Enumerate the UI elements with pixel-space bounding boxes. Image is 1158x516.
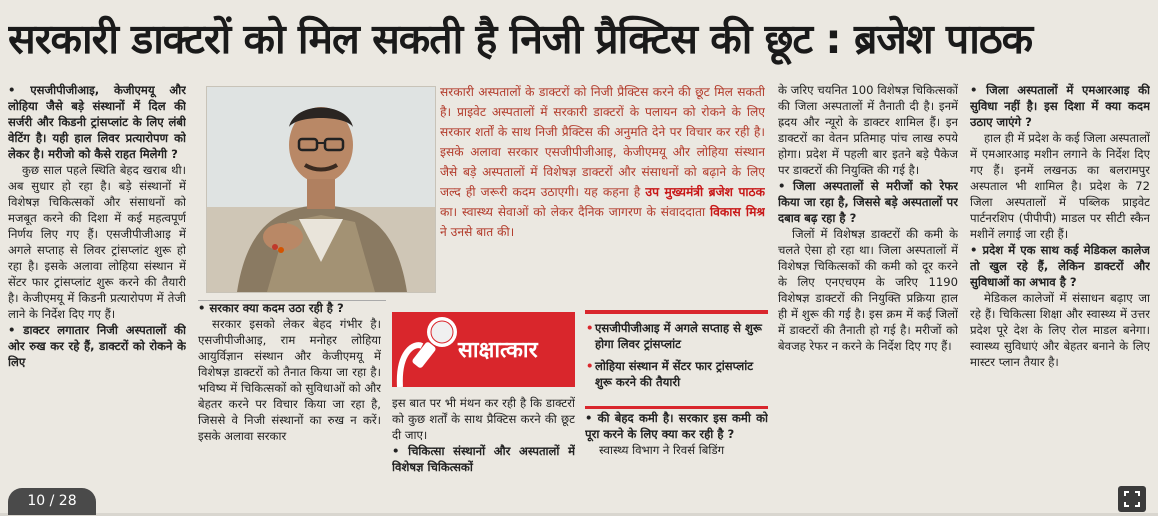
column-3 bbox=[392, 395, 575, 495]
question-4-cont: • की बेहद कमी है। सरकार इस कमी को पूरा करने के लिए क्या कर रही है ? bbox=[585, 410, 768, 442]
question-6: • जिला अस्पतालों में एमआरआइ की सुविधा नहीं है। इस दिशा में क्या कदम उठाए जाएंगे ? bbox=[970, 82, 1150, 130]
portrait-illustration bbox=[207, 87, 435, 292]
question-5: • जिला अस्पतालों से मरीजों को रेफर किया जा रहा है, जिससे बड़े अस्पतालों पर दबाव बढ़ रहा है ? bbox=[778, 178, 958, 226]
answer-4-cont: के जरिए चयनित 100 विशेषज्ञ चिकित्सकों की जिला अस्पतालों में तैनाती दी है। इनमें ह्रदय और न्यूरो के डाक्टर शामिल हैं। इन डाक्टरों का वेतन प्रतिमाह पांच लाख रुपये होगा। प्रदेश में पहली बार इतने बड़े पैकेज पर डाक्टरों की नियुक्ति की गई है। bbox=[778, 83, 958, 177]
highlight-item-1: • एसजीपीजीआइ में अगले सप्ताह से शुरू होगा लिवर ट्रांसप्लांट bbox=[595, 320, 768, 352]
fullscreen-icon bbox=[1118, 486, 1146, 512]
column-4 bbox=[585, 410, 768, 496]
column-5 bbox=[778, 82, 958, 492]
column-2 bbox=[198, 300, 381, 496]
sakshatkar-label: साक्षात्कार bbox=[458, 338, 538, 363]
expand-icon[interactable] bbox=[1118, 486, 1146, 512]
interview-intro bbox=[440, 82, 765, 294]
question-1: • एसजीपीजीआइ, केजीएमयू और लोहिया जैसे बड़े संस्थानों में दिल की सर्जरी और किडनी ट्रांसप्लांट के लिए लंबी वेटिंग है। यही हाल लिवर प्रत्यारोपण को लेकर है। मरीजो को कैसे राहत मिलेगी ? bbox=[8, 82, 186, 162]
answer-5: जिलों में विशेषज्ञ डाक्टरों की कमी के चलते ऐसा हो रहा था। जिला अस्पतालों में विशेषज्ञ चिकित्सकों की कमी को दूर करने के लिए एनएचएम के जरिए 1190 विशेषज्ञ डाक्टरों की नियुक्ति प्रक्रिया हाल ही में शुरू की गई है। इस क्रम में कई जिलों में डाक्टरों की तैनाती हो गई है। मरीजों को बेवजह रेफर न करने के निर्देश दिए गए हैं। bbox=[778, 227, 958, 353]
column-6 bbox=[970, 82, 1150, 492]
answer-1: कुछ साल पहले स्थिति बेहद खराब थी। अब सुधार हो रहा है। बड़े संस्थानों में विशेषज्ञ चिकित्सकों और संसाधनों को मजबूत करने की दिशा में कई महत्वपूर्ण निर्णय लिए गए हैं। एसजीपीजीआइ में अगले सप्ताह से लिवर ट्रांसप्लांट शुरू हो रहा है। इसके अलावा लोहिया संस्थान में सेंटर फार ट्रांसप्लांट शुरू करने की तैयारी है। केजीएमयू में किडनी प्रत्यारोपण में तेजी लाने के निर्देश दिए गए हैं। bbox=[8, 163, 186, 321]
question-3: • सरकार क्या कदम उठा रही है ? bbox=[198, 300, 381, 316]
intro-text: सरकारी अस्पतालों के डाक्टरों को निजी प्रैक्टिस करने की छूट मिल सकती है। प्राइवेट अस्पतालों में सरकारी डाक्टरों के पलायन को रोकने के लिए सरकार शर्तों के साथ निजी प्रैक्टिस की अनुमति देने पर विचार कर रही है। इसके अलावा सरकार एसजीपीजीआइ, केजीएमयू और लोहिया संस्थान जैसे बड़े अस्पतालों में विशेषज्ञ डाक्टरों और संसाधनों को बढ़ाने के लिए जल्द ही जरूरी कदम उठाएगी। यह कहना है bbox=[440, 85, 765, 199]
intro-highlight-reporter: विकास मिश्र bbox=[710, 205, 765, 219]
intro-highlight-name: उप मुख्यमंत्री ब्रजेश पाठक bbox=[645, 185, 765, 199]
answer-3-cont: इस बात पर भी मंथन कर रही है कि डाक्टरों को कुछ शर्तों के साथ प्रैक्टिस करने की छूट दी जाए। bbox=[392, 396, 575, 442]
headline: सरकारी डाक्टरों को मिल सकती है निजी प्रैक्टिस की छूट : ब्रजेश पाठक bbox=[8, 15, 1033, 63]
answer-7: मेडिकल कालेजों में संसाधन बढ़ाए जा रहे हैं। चिकित्सा शिक्षा और स्वास्थ्य में उत्तर प्रदेश पूरे देश के लिए रोल माडल बनेगा। स्वास्थ्य सुविधाएं और बेहतर बनाने के लिए मास्टर प्लान तैयार है। bbox=[970, 291, 1150, 369]
intro-text-end: ने उनसे बात की। bbox=[440, 225, 515, 239]
column-1 bbox=[8, 82, 186, 492]
highlight-item-2: • लोहिया संस्थान में सेंटर फार ट्रांसप्लांट शुरू करने की तैयारी bbox=[595, 358, 768, 390]
question-7: • प्रदेश में एक साथ कई मेडिकल कालेज तो खुल रहे हैं, लेकिन डाक्टरों और सुविधाओं का अभाव है ? bbox=[970, 242, 1150, 290]
answer-6: हाल ही में प्रदेश के कई जिला अस्पतालों में एमआरआइ मशीन लगाने के निर्देश दिए गए हैं। इनमें लखनऊ का बलरामपुर अस्पताल भी शामिल है। प्रदेश के 72 जिला अस्पतालों में पब्लिक प्राइवेट पार्टनरशिप (पीपीपी) माडल पर सीटी स्कैन मशीनें लगाई जा रही हैं। bbox=[970, 131, 1150, 241]
answer-4: स्वास्थ्य विभाग ने रिवर्स बिडिंग bbox=[599, 443, 725, 457]
intro-text-mid: का। स्वास्थ्य सेवाओं को लेकर दैनिक जागरण के संवाददाता bbox=[440, 205, 706, 219]
microphone-icon bbox=[392, 312, 462, 387]
highlights-box bbox=[585, 310, 768, 409]
question-4: • चिकित्सा संस्थानों और अस्पतालों में विशेषज्ञ चिकित्सकों bbox=[392, 443, 575, 475]
page-indicator: 10 / 28 bbox=[8, 488, 96, 515]
question-2: • डाक्टर लगातार निजी अस्पतालों की ओर रुख कर रहे हैं, डाक्टरों को रोकने के लिए bbox=[8, 322, 186, 370]
interviewee-photo bbox=[206, 86, 436, 293]
sakshatkar-banner bbox=[392, 312, 575, 387]
answer-3: सरकार इसको लेकर बेहद गंभीर है। एसजीपीजीआइ, राम मनोहर लोहिया आयुर्विज्ञान संस्थान और केजीएमयू में विशेषज्ञ डाक्टरों को तैनात किया जा रहा है। भविष्य में चिकित्सकों को सुविधाओं को और बेहतर करने पर विचार किया जा रहा है, जिससे वे निजी संस्थानों का रुख न करें। इसके अलावा सरकार bbox=[198, 317, 381, 443]
